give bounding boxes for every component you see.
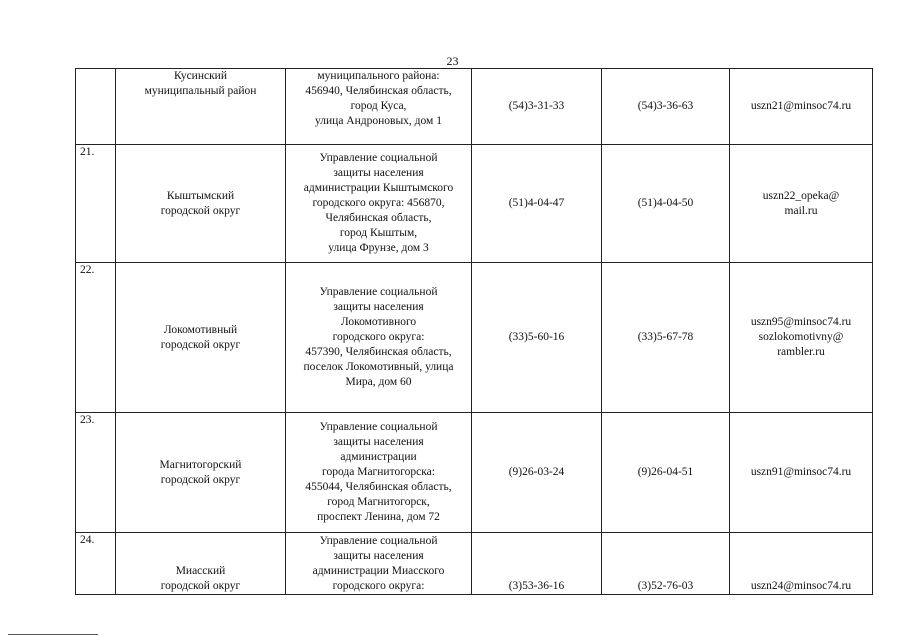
district-name-line: Миасский bbox=[175, 565, 226, 577]
phone-1 bbox=[472, 145, 602, 263]
address-cell-line: Управление социальной bbox=[319, 421, 438, 433]
address-cell-line: Мира, дом 60 bbox=[345, 376, 412, 388]
row-number bbox=[76, 533, 116, 595]
district-name bbox=[116, 145, 286, 263]
phone-1-line: (9)26-03-24 bbox=[508, 466, 565, 478]
address-cell-line: защиты населения bbox=[333, 436, 424, 448]
district-name bbox=[116, 533, 286, 595]
address-cell bbox=[286, 263, 472, 413]
institutions-table bbox=[75, 68, 873, 595]
address-cell bbox=[286, 413, 472, 533]
row-number bbox=[76, 413, 116, 533]
phone-2 bbox=[602, 413, 730, 533]
address-cell-line: 455044, Челябинская область, bbox=[305, 481, 452, 493]
address-cell-line: город Куса, bbox=[350, 100, 407, 112]
district-name-line: Кыштымский bbox=[166, 189, 235, 202]
email-cell bbox=[730, 413, 873, 533]
district-name-line: муниципальный район bbox=[144, 85, 257, 97]
district-name-line: Локомотивный bbox=[163, 323, 238, 336]
address-cell-line: 456940, Челябинская область, bbox=[305, 85, 452, 97]
row-number bbox=[76, 263, 116, 413]
district-name-line: городской округ bbox=[160, 580, 241, 592]
address-cell-line: администрации Миасского bbox=[312, 564, 445, 577]
address-cell-line: защиты населения bbox=[333, 301, 424, 313]
footer-line bbox=[8, 634, 98, 635]
address-cell-line: проспект Ленина, дом 72 bbox=[317, 511, 440, 523]
table-row bbox=[76, 69, 873, 145]
table-row bbox=[76, 413, 873, 533]
email-cell bbox=[730, 145, 873, 263]
address-cell bbox=[286, 69, 472, 145]
email-cell bbox=[730, 533, 873, 595]
address-cell-line: Управление социальной bbox=[319, 286, 438, 298]
district-name bbox=[116, 413, 286, 533]
phone-1-line: (54)3-31-33 bbox=[508, 100, 565, 112]
table-row bbox=[76, 263, 873, 413]
address-cell-line: городского округа: 456870, bbox=[312, 197, 445, 209]
email-cell-line: uszn24@minsoc74.ru bbox=[750, 580, 852, 592]
district-name bbox=[116, 69, 286, 145]
address-cell-line: город Кыштым, bbox=[339, 227, 418, 239]
phone-2 bbox=[602, 145, 730, 263]
phone-1 bbox=[472, 413, 602, 533]
row-number-line: 21. bbox=[80, 146, 95, 158]
address-cell-line: Управление социальной bbox=[319, 534, 438, 547]
district-name-line: Кусинский bbox=[174, 70, 227, 82]
email-cell-line: uszn21@minsoc74.ru bbox=[750, 100, 852, 112]
page-number: 23 bbox=[446, 54, 459, 68]
email-cell bbox=[730, 69, 873, 145]
district-name-line: Магнитогорский bbox=[159, 458, 242, 471]
phone-2 bbox=[602, 69, 730, 145]
address-cell-line: поселок Локомотивный, улица bbox=[303, 361, 454, 373]
row-number bbox=[76, 145, 116, 263]
address-cell bbox=[286, 533, 472, 595]
email-cell-line: rambler.ru bbox=[777, 346, 825, 358]
district-name-line: городской округ bbox=[160, 338, 241, 351]
district-name bbox=[116, 263, 286, 413]
phone-1 bbox=[472, 263, 602, 413]
phone-2-line: (9)26-04-51 bbox=[637, 466, 694, 478]
phone-2 bbox=[602, 533, 730, 595]
address-cell-line: администрации bbox=[340, 451, 417, 463]
address-cell-line: 457390, Челябинская область, bbox=[305, 346, 452, 358]
email-cell-line: uszn95@minsoc74.ru bbox=[750, 316, 852, 328]
email-cell-line: uszn91@minsoc74.ru bbox=[750, 466, 852, 478]
address-cell-line: улица Андроновых, дом 1 bbox=[315, 115, 442, 127]
phone-2-line: (54)3-36-63 bbox=[637, 100, 694, 112]
address-cell-line: улица Фрунзе, дом 3 bbox=[328, 242, 429, 254]
phone-2 bbox=[602, 263, 730, 413]
address-cell-line: Челябинская область, bbox=[325, 212, 432, 224]
row-number-line: 22. bbox=[80, 264, 95, 276]
phone-1-line: (33)5-60-16 bbox=[508, 331, 565, 343]
row-number-line: 23. bbox=[80, 414, 95, 426]
address-cell-line: города Магнитогорска: bbox=[322, 466, 435, 478]
address-cell-line: муниципального района: bbox=[317, 70, 440, 82]
address-cell-line: город Магнитогорск, bbox=[327, 496, 430, 508]
address-cell-line: городского округа: bbox=[332, 331, 425, 343]
phone-1-line: (3)53-36-16 bbox=[508, 580, 565, 592]
address-cell-line: защиты населения bbox=[333, 167, 424, 179]
email-cell bbox=[730, 263, 873, 413]
phone-2-line: (33)5-67-78 bbox=[637, 331, 694, 343]
table-row bbox=[76, 145, 873, 263]
address-cell-line: городского округа: bbox=[332, 579, 425, 592]
email-cell-line: sozlokomotivny@ bbox=[758, 331, 844, 343]
address-cell bbox=[286, 145, 472, 263]
phone-2-line: (3)52-76-03 bbox=[637, 580, 694, 592]
email-cell-line: mail.ru bbox=[784, 204, 818, 217]
phone-1 bbox=[472, 69, 602, 145]
row-number-line: 24. bbox=[80, 534, 95, 546]
row-number bbox=[76, 69, 116, 145]
address-cell-line: администрации Кыштымского bbox=[303, 182, 454, 194]
email-cell-line: uszn22_opeka@ bbox=[762, 189, 840, 202]
phone-2-line: (51)4-04-50 bbox=[637, 197, 694, 209]
address-cell-line: Управление социальной bbox=[319, 152, 438, 164]
address-cell-line: защиты населения bbox=[333, 549, 424, 562]
phone-1-line: (51)4-04-47 bbox=[508, 197, 565, 209]
address-cell-line: Локомотивного bbox=[340, 316, 417, 328]
phone-1 bbox=[472, 533, 602, 595]
district-name-line: городской округ bbox=[160, 473, 241, 486]
table-row bbox=[76, 533, 873, 595]
district-name-line: городской округ bbox=[160, 204, 241, 217]
